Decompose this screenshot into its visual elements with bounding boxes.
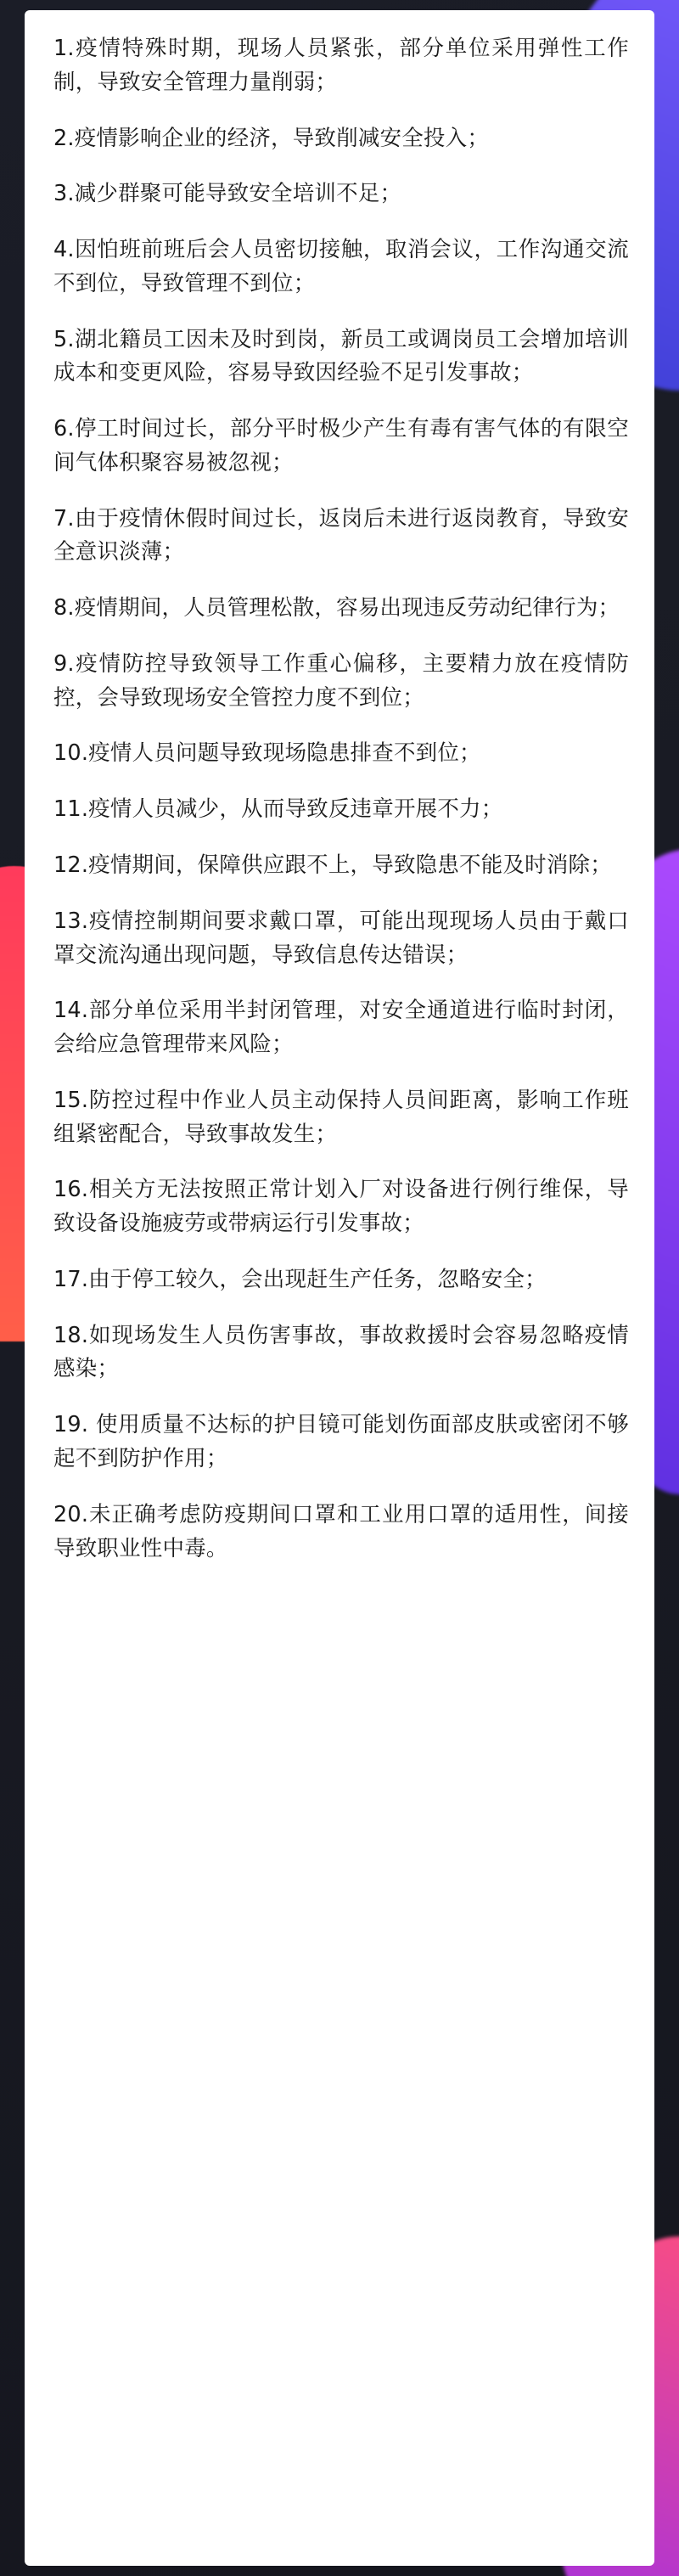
list-item: 17.由于停工较久，会出现赶生产任务，忽略安全；	[53, 1266, 547, 1292]
list-item: 12.疫情期间，保障供应跟不上，导致隐患不能及时消除；	[53, 852, 612, 879]
list-item: 10.疫情人员问题导致现场隐患排查不到位；	[53, 740, 481, 767]
list-item: 1.疫情特殊时期，现场人员紧张，部分单位采用弹性工作制，导致安全管理力量削弱；	[53, 36, 629, 95]
list-item: 15.防控过程中作业人员主动保持人员间距离，影响工作班组紧密配合，导致事故发生；	[53, 1087, 629, 1147]
list-item: 7.由于疫情休假时间过长，返岗后未进行返岗教育，导致安全意识淡薄；	[53, 505, 629, 565]
list-item: 16.相关方无法按照正常计划入厂对设备进行例行维保，导致设备设施疲劳或带病运行引发事故；	[53, 1177, 629, 1237]
list-item: 13.疫情控制期间要求戴口罩，可能出现现场人员由于戴口罩交流沟通出现问题，导致信息传达错误；	[53, 908, 629, 968]
list-item: 6.停工时间过长，部分平时极少产生有毒有害气体的有限空间气体积聚容易被忽视；	[53, 416, 629, 475]
list-item: 9.疫情防控导致领导工作重心偏移，主要精力放在疫情防控，会导致现场安全管控力度不到位；	[53, 650, 629, 711]
list-item: 14.部分单位采用半封闭管理，对安全通道进行临时封闭，会给应急管理带来风险；	[53, 998, 629, 1058]
list-item: 5.湖北籍员工因未及时到岗，新员工或调岗员工会增加培训成本和变更风险，容易导致因经验不足引发事故；	[53, 326, 629, 386]
list-item: 20.未正确考虑防疫期间口罩和工业用口罩的适用性，间接导致职业性中毒。	[53, 1501, 629, 1561]
list-item: 19. 使用质量不达标的护目镜可能划伤面部皮肤或密闭不够起不到防护作用；	[53, 1412, 629, 1471]
list-item: 11.疫情人员减少，从而导致反违章开展不力；	[53, 796, 503, 823]
list-item: 8.疫情期间，人员管理松散，容易出现违反劳动纪律行为；	[53, 595, 620, 622]
list-item: 3.减少群聚可能导致安全培训不足；	[53, 181, 402, 207]
list-item: 18.如现场发生人员伤害事故，事故救援时会容易忽略疫情感染；	[53, 1322, 629, 1382]
content-card	[25, 10, 654, 2566]
list-item: 4.因怕班前班后会人员密切接触，取消会议，工作沟通交流不到位，导致管理不到位；	[53, 237, 629, 296]
list-item: 2.疫情影响企业的经济，导致削减安全投入；	[53, 125, 490, 151]
